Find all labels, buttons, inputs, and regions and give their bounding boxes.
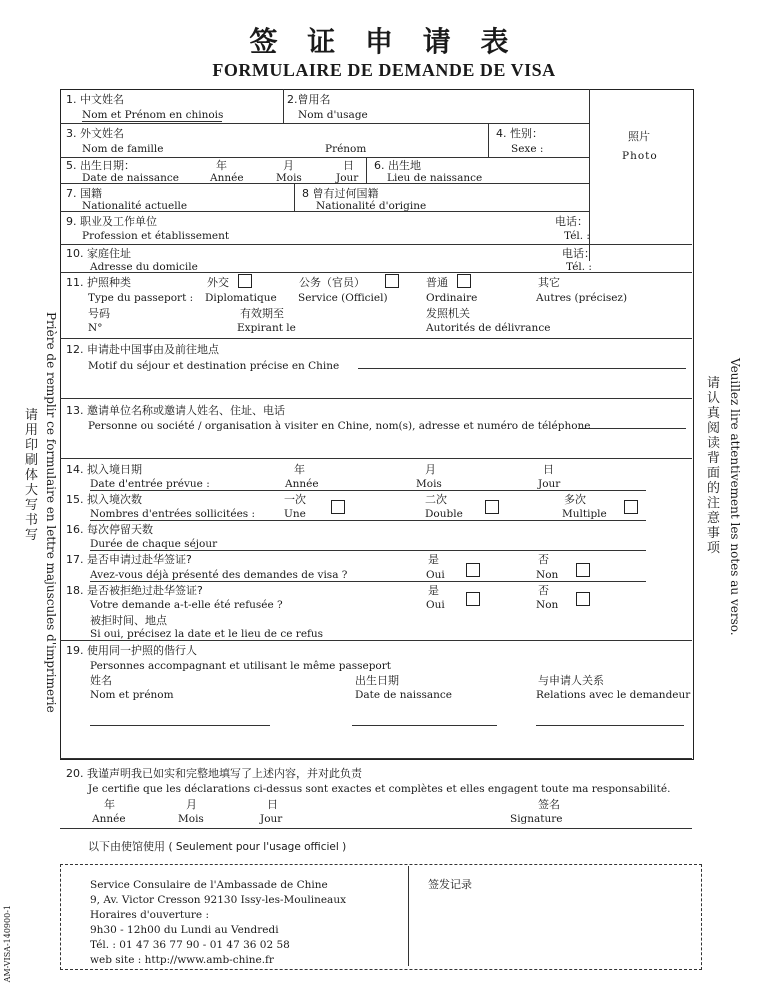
field-2-label-fr: Nom d'usage xyxy=(298,109,368,121)
field-5-year-zh: 年 xyxy=(216,159,227,172)
refused-when-zh: 被拒时间、地点 xyxy=(90,614,167,627)
field-10-label-zh: 10. 家庭住址 xyxy=(66,247,131,260)
field-6-label-fr: Lieu de naissance xyxy=(387,172,483,184)
field-10-label-fr: Adresse du domicile xyxy=(90,261,198,273)
passport-diplomatic-zh: 外交 xyxy=(207,276,229,289)
field-9-tel-zh: 电话： xyxy=(555,215,588,228)
field-3-prenom: Prénom xyxy=(325,143,367,155)
field-14-label-fr: Date d'entrée prévue : xyxy=(90,478,210,490)
companion-dob-line[interactable] xyxy=(352,725,497,726)
companion-dob-zh: 出生日期 xyxy=(355,674,399,687)
field-5-label-fr: Date de naissance xyxy=(82,172,179,184)
declaration-year-fr: Année xyxy=(92,813,126,825)
field-16-label-fr: Durée de chaque séjour xyxy=(90,538,218,550)
field-20-label-fr: Je certifie que les déclarations ci-dessus sont exactes et complètes et elles engagent toute ma responsabilité. xyxy=(88,783,671,795)
field-17-label-fr: Avez-vous déjà présenté des demandes de visa ? xyxy=(90,569,348,581)
side-notice-fr: Veuillez lire attentivement les notes au verso. xyxy=(728,358,742,636)
photo-label-zh: 照片 xyxy=(628,130,650,143)
consulate-line-4: 9h30 - 12h00 du Lundi au Vendredi xyxy=(90,924,279,936)
passport-service-zh: 公务（官员） xyxy=(299,276,365,289)
passport-other-zh: 其它 xyxy=(538,276,560,289)
field-2-label-zh: 2.曾用名 xyxy=(287,93,331,106)
entry-year-fr: Année xyxy=(285,478,319,490)
consulate-line-6: web site : http://www.amb-chine.fr xyxy=(90,954,274,966)
entries-double-checkbox[interactable] xyxy=(485,500,499,514)
issuance-record-label: 签发记录 xyxy=(428,878,472,891)
entries-once-fr: Une xyxy=(284,508,306,520)
field-15-label-zh: 15. 拟入境次数 xyxy=(66,493,142,506)
entry-month-zh: 月 xyxy=(425,463,436,476)
consulate-line-1: Service Consulaire de l'Ambassade de Chine xyxy=(90,879,328,891)
passport-service-fr: Service (Officiel) xyxy=(298,292,388,304)
field-3-label-zh: 3. 外文姓名 xyxy=(66,127,124,140)
field-13-input-line[interactable] xyxy=(578,428,686,429)
refused-yes-checkbox[interactable] xyxy=(466,592,480,606)
field-5-year-fr: Année xyxy=(210,172,244,184)
consulate-line-2: 9, Av. Victor Cresson 92130 Issy-les-Moulineaux xyxy=(90,894,346,906)
field-9-tel-fr: Tél. : xyxy=(564,230,590,242)
entries-double-zh: 二次 xyxy=(425,493,447,506)
field-5-label-zh: 5. 出生日期： xyxy=(66,159,135,172)
field-4-label-fr: Sexe : xyxy=(511,143,544,155)
declaration-month-fr: Mois xyxy=(178,813,204,825)
companion-relation-line[interactable] xyxy=(536,725,684,726)
field-17-label-zh: 17. 是否申请过赴华签证? xyxy=(66,553,192,566)
field-12-label-zh: 12. 申请赴中国事由及前往地点 xyxy=(66,343,219,356)
passport-diplomatic-checkbox[interactable] xyxy=(238,274,252,288)
field-9-label-fr: Profession et établissement xyxy=(82,230,230,242)
field-10-tel-zh: 电话： xyxy=(562,247,595,260)
field-3-label-fr: Nom de famille xyxy=(82,143,164,155)
consulate-line-5: Tél. : 01 47 36 77 90 - 01 47 36 02 58 xyxy=(90,939,290,951)
companion-relation-fr: Relations avec le demandeur xyxy=(536,689,691,701)
passport-authority-fr: Autorités de délivrance xyxy=(426,322,551,334)
field-15-label-fr: Nombres d'entrées sollicitées : xyxy=(90,508,256,520)
field-7-label-zh: 7. 国籍 xyxy=(66,187,102,200)
companion-dob-fr: Date de naissance xyxy=(355,689,452,701)
entries-double-fr: Double xyxy=(425,508,463,520)
field-12-input-line[interactable] xyxy=(358,368,686,369)
field-9-label-zh: 9. 职业及工作单位 xyxy=(66,215,157,228)
refused-no-fr: Non xyxy=(536,599,559,611)
prior-visa-yes-zh: 是 xyxy=(428,553,439,566)
consulate-address xyxy=(90,878,346,968)
prior-visa-no-checkbox[interactable] xyxy=(576,563,590,577)
declaration-day-fr: Jour xyxy=(260,813,283,825)
field-1-label-fr: Nom et Prénom en chinois xyxy=(82,109,224,121)
signature-label-fr: Signature xyxy=(510,813,563,825)
passport-ordinary-fr: Ordinaire xyxy=(426,292,478,304)
passport-number-zh: 号码 xyxy=(88,307,110,320)
side-instruction-fr: Prière de remplir ce formulaire en lettre majuscules d'imprimerie xyxy=(44,312,58,713)
field-11-label-fr: Type du passeport : xyxy=(88,292,194,304)
passport-diplomatic-fr: Diplomatique xyxy=(205,292,277,304)
field-18-label-fr: Votre demande a-t-elle été refusée ? xyxy=(90,599,283,611)
field-12-label-fr: Motif du séjour et destination précise en Chine xyxy=(88,360,340,372)
field-6-label-zh: 6. 出生地 xyxy=(374,159,421,172)
refused-no-checkbox[interactable] xyxy=(576,592,590,606)
declaration-year-zh: 年 xyxy=(104,798,115,811)
passport-number-fr: N° xyxy=(88,322,103,334)
form-code: AM-VISA-140900-1 xyxy=(3,905,12,983)
entries-multiple-zh: 多次 xyxy=(564,493,586,506)
side-notice-zh: 请认真阅读背面的注意事项 xyxy=(706,376,720,556)
field-20-label-zh: 20. 我谨声明我已如实和完整地填写了上述内容，并对此负责 xyxy=(66,767,362,780)
passport-expiry-zh: 有效期至 xyxy=(240,307,284,320)
refused-when-fr: Si oui, précisez la date et le lieu de ce refus xyxy=(90,628,324,640)
field-8-label-zh: 8 曾有过何国籍 xyxy=(302,187,379,200)
passport-other-fr: Autres (précisez) xyxy=(536,292,628,304)
refused-yes-fr: Oui xyxy=(426,599,445,611)
companion-name-zh: 姓名 xyxy=(90,674,112,687)
official-use-label-zh: 以下由使馆使用 ( Seulement pour l'usage officiel ) xyxy=(88,840,347,853)
companion-relation-zh: 与申请人关系 xyxy=(538,674,604,687)
form-title-zh: 签 证 申 请 表 xyxy=(249,25,519,58)
field-1-label-zh: 1. 中文姓名 xyxy=(66,93,124,106)
field-4-label-zh: 4. 性别： xyxy=(496,127,543,140)
prior-visa-yes-fr: Oui xyxy=(426,569,445,581)
field-11-label-zh: 11. 护照种类 xyxy=(66,276,131,289)
entry-day-fr: Jour xyxy=(538,478,561,490)
field-8-label-fr: Nationalité d'origine xyxy=(316,200,427,212)
passport-service-checkbox[interactable] xyxy=(385,274,399,288)
field-5-day-zh: 日 xyxy=(343,159,354,172)
field-16-label-zh: 16. 每次停留天数 xyxy=(66,523,153,536)
entries-multiple-checkbox[interactable] xyxy=(624,500,638,514)
field-14-label-zh: 14. 拟入境日期 xyxy=(66,463,142,476)
companion-name-fr: Nom et prénom xyxy=(90,689,174,701)
field-5-month-zh: 月 xyxy=(283,159,294,172)
form-title-fr: FORMULAIRE DE DEMANDE DE VISA xyxy=(212,60,556,80)
field-19-label-fr: Personnes accompagnant et utilisant le même passeport xyxy=(90,660,391,672)
prior-visa-no-fr: Non xyxy=(536,569,559,581)
field-19-label-zh: 19. 使用同一护照的偕行人 xyxy=(66,644,197,657)
declaration-day-zh: 日 xyxy=(267,798,278,811)
declaration-month-zh: 月 xyxy=(186,798,197,811)
signature-label-zh: 签名 xyxy=(538,798,560,811)
companion-name-line[interactable] xyxy=(90,725,270,726)
field-5-month-fr: Mois xyxy=(276,172,302,184)
passport-authority-zh: 发照机关 xyxy=(426,307,470,320)
field-10-tel-fr: Tél. : xyxy=(566,261,592,273)
entry-year-zh: 年 xyxy=(294,463,305,476)
passport-expiry-fr: Expirant le xyxy=(237,322,296,334)
passport-ordinary-checkbox[interactable] xyxy=(457,274,471,288)
refused-no-zh: 否 xyxy=(538,584,549,597)
entry-day-zh: 日 xyxy=(543,463,554,476)
entries-multiple-fr: Multiple xyxy=(562,508,607,520)
entries-once-checkbox[interactable] xyxy=(331,500,345,514)
field-18-label-zh: 18. 是否被拒绝过赴华签证? xyxy=(66,584,203,597)
entries-once-zh: 一次 xyxy=(284,493,306,506)
field-13-label-fr: Personne ou société / organisation à visiter en Chine, nom(s), adresse et numéro de téléphone xyxy=(88,420,591,432)
field-5-day-fr: Jour xyxy=(336,172,359,184)
photo-label-fr: Photo xyxy=(622,150,658,162)
entry-month-fr: Mois xyxy=(416,478,442,490)
prior-visa-yes-checkbox[interactable] xyxy=(466,563,480,577)
prior-visa-no-zh: 否 xyxy=(538,553,549,566)
consulate-line-3: Horaires d'ouverture : xyxy=(90,909,210,921)
field-13-label-zh: 13. 邀请单位名称或邀请人姓名、住址、电话 xyxy=(66,404,285,417)
passport-ordinary-zh: 普通 xyxy=(426,276,448,289)
field-7-label-fr: Nationalité actuelle xyxy=(82,200,188,212)
refused-yes-zh: 是 xyxy=(428,584,439,597)
side-instruction-zh: 请用印刷体大写书写 xyxy=(24,408,38,543)
